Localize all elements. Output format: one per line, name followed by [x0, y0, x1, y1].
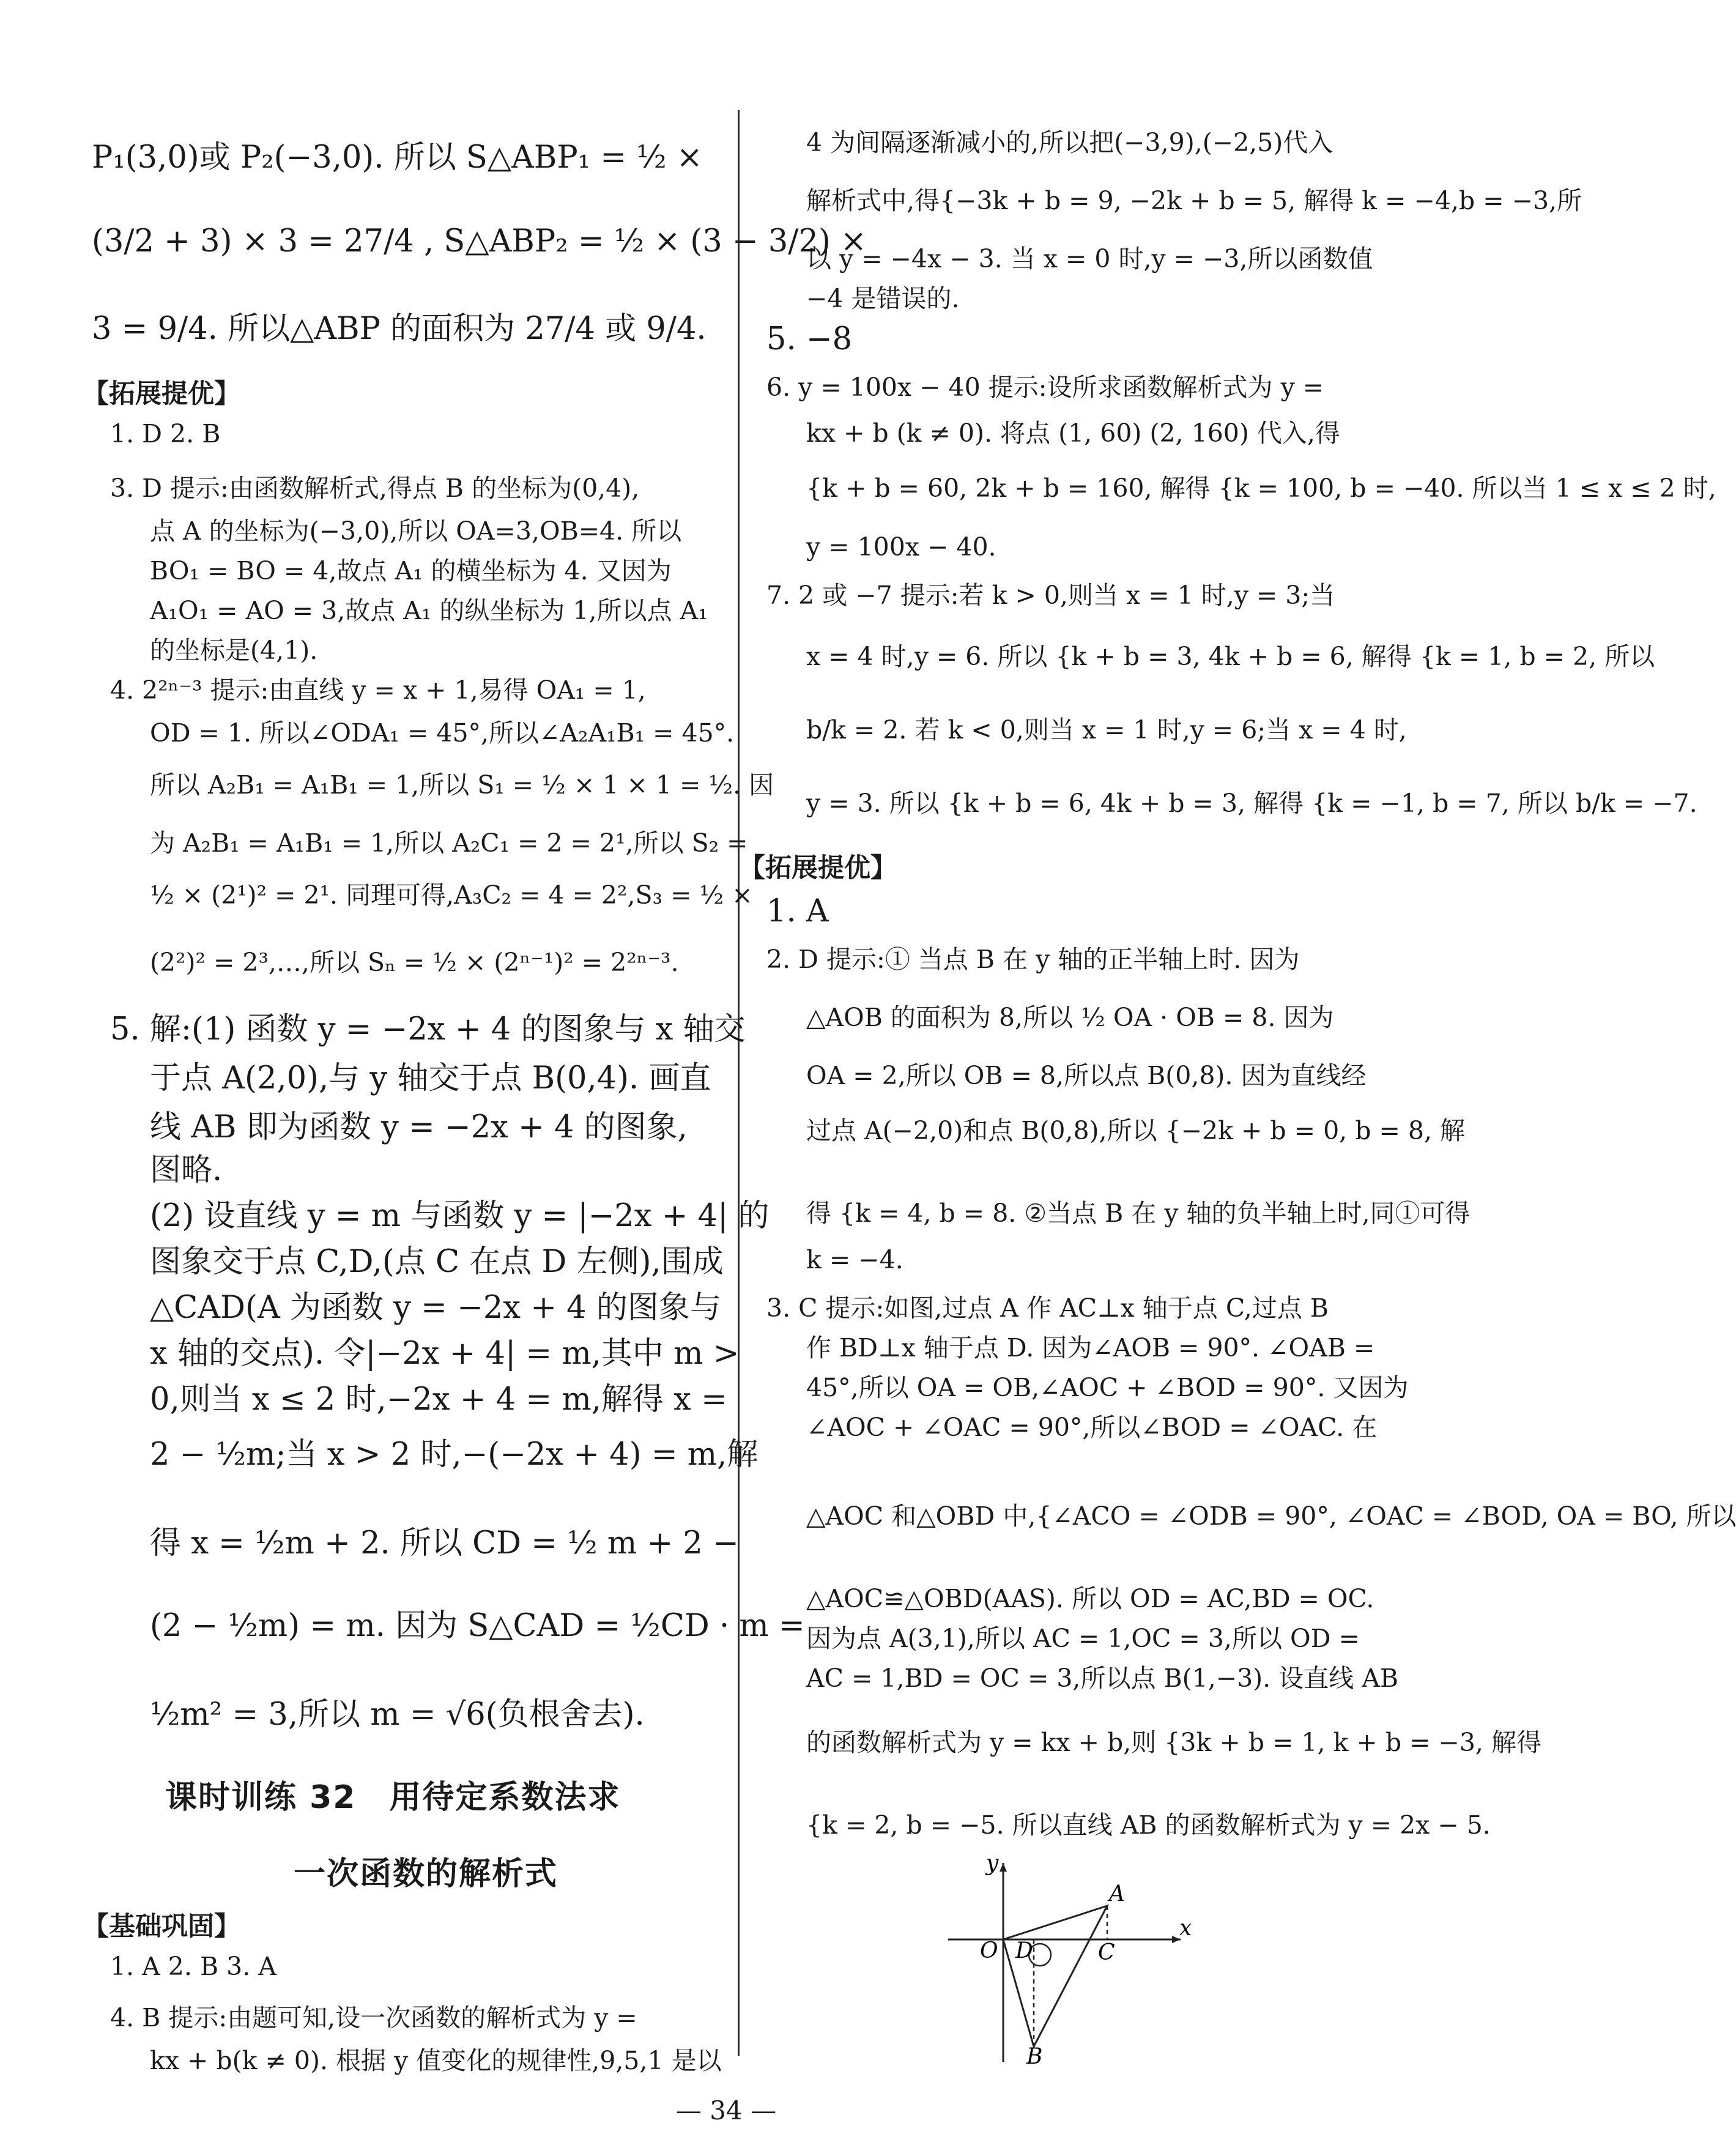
text-line: 图略. — [150, 1152, 223, 1188]
text-line: P₁(3,0)或 P₂(−3,0). 所以 S△ABP₁ = ½ × — [92, 139, 703, 176]
text-line: kx + b (k ≠ 0). 将点 (1, 60) (2, 160) 代入,得 — [806, 418, 1340, 448]
label-o: O — [980, 1938, 998, 1963]
column-divider — [738, 110, 740, 2056]
text-line: 45°,所以 OA = OB,∠AOC + ∠BOD = 90°. 又因为 — [806, 1373, 1409, 1402]
text-line: 的坐标是(4,1). — [150, 636, 318, 665]
text-line: 得 {k = 4, b = 8. ②当点 B 在 y 轴的负半轴上时,同①可得 — [806, 1199, 1471, 1228]
text-line: 3 = 9/4. 所以△ABP 的面积为 27/4 或 9/4. — [92, 311, 707, 347]
answer-item: 2. D 提示:① 当点 B 在 y 轴的正半轴上时. 因为 — [766, 945, 1300, 974]
text-line: 为 A₂B₁ = A₁B₁ = 1,所以 A₂C₁ = 2 = 2¹,所以 S₂ = — [150, 828, 748, 858]
text-line: 得 x = ½m + 2. 所以 CD = ½ m + 2 − — [150, 1525, 739, 1561]
answer-item: 3. C 提示:如图,过点 A 作 AC⊥x 轴于点 C,过点 B — [766, 1293, 1329, 1323]
answer-item: 1. A 2. B 3. A — [110, 1952, 276, 1981]
answer-item: 4. B 提示:由题可知,设一次函数的解析式为 y = — [110, 2003, 637, 2032]
text-line: 4 为间隔逐渐减小的,所以把(−3,9),(−2,5)代入 — [806, 128, 1334, 157]
triangle-aob — [1003, 1906, 1107, 2047]
label-d: D — [1015, 1938, 1033, 1963]
text-line: OD = 1. 所以∠ODA₁ = 45°,所以∠A₂A₁B₁ = 45°. — [150, 718, 735, 748]
text-line: ½m² = 3,所以 m = √6(负根舍去). — [150, 1697, 645, 1733]
text-line: y = 3. 所以 {k + b = 6, 4k + b = 3, 解得 {k = −1, b = 7, 所以 b/k = −7. — [806, 789, 1697, 818]
lesson-subtitle: 一次函数的解析式 — [294, 1856, 558, 1892]
text-line: −4 是错误的. — [806, 284, 960, 313]
text-line: 2 − ½m;当 x > 2 时,−(−2x + 4) = m,解 — [150, 1437, 759, 1473]
answer-item: 3. D 提示:由函数解析式,得点 B 的坐标为(0,4), — [110, 474, 640, 503]
answer-item: 5. 解:(1) 函数 y = −2x + 4 的图象与 x 轴交 — [110, 1011, 746, 1047]
section-heading: 【拓展提优】 — [83, 379, 240, 409]
text-line: (3/2 + 3) × 3 = 27/4 , S△ABP₂ = ½ × (3 − 3/2) × — [92, 223, 867, 259]
text-line: 0,则当 x ≤ 2 时,−2x + 4 = m,解得 x = — [150, 1381, 727, 1418]
text-line: 于点 A(2,0),与 y 轴交于点 B(0,4). 画直 — [150, 1060, 711, 1096]
text-line: △CAD(A 为函数 y = −2x + 4 的图象与 — [150, 1290, 721, 1326]
label-x: x — [1179, 1916, 1192, 1941]
text-line: (2²)² = 2³,…,所以 Sₙ = ½ × (2ⁿ⁻¹)² = 2²ⁿ⁻³. — [150, 948, 679, 977]
text-line: ½ × (2¹)² = 2¹. 同理可得,A₃C₂ = 4 = 2²,S₃ = ½ × — [150, 880, 753, 910]
text-line: (2 − ½m) = m. 因为 S△CAD = ½CD · m = — [150, 1608, 805, 1644]
text-line: 作 BD⊥x 轴于点 D. 因为∠AOB = 90°. ∠OAB = — [806, 1333, 1375, 1363]
answer-item: 4. 2²ⁿ⁻³ 提示:由直线 y = x + 1,易得 OA₁ = 1, — [110, 675, 646, 705]
answer-item: 5. −8 — [766, 321, 853, 357]
lesson-title: 课时训练 32 用待定系数法求 — [165, 1779, 621, 1816]
text-line: 图象交于点 C,D,(点 C 在点 D 左侧),围成 — [150, 1244, 724, 1280]
page-number: — 34 — — [675, 2095, 777, 2125]
text-line: (2) 设直线 y = m 与函数 y = |−2x + 4| 的 — [150, 1198, 770, 1234]
label-b: B — [1026, 2044, 1043, 2069]
text-line: ∠AOC + ∠OAC = 90°,所以∠BOD = ∠OAC. 在 — [806, 1413, 1378, 1442]
answer-item: 1. D 2. B — [110, 419, 221, 448]
y-axis-arrow — [1000, 1863, 1007, 1872]
text-line: 所以 A₂B₁ = A₁B₁ = 1,所以 S₁ = ½ × 1 × 1 = ½. 因 — [150, 770, 774, 800]
section-heading: 【基础巩固】 — [83, 1911, 240, 1942]
answer-item: 7. 2 或 −7 提示:若 k > 0,则当 x = 1 时,y = 3;当 — [766, 581, 1335, 610]
text-line: y = 100x − 40. — [806, 532, 996, 562]
text-line: BO₁ = BO = 4,故点 A₁ 的横坐标为 4. 又因为 — [150, 556, 672, 586]
text-line: 线 AB 即为函数 y = −2x + 4 的图象, — [150, 1109, 688, 1145]
text-line: 解析式中,得{−3k + b = 9, −2k + b = 5, 解得 k = −4,b = −3,所 — [806, 186, 1582, 215]
answer-item: 1. A — [766, 893, 829, 929]
text-line: AC = 1,BD = OC = 3,所以点 B(1,−3). 设直线 AB — [806, 1664, 1399, 1693]
text-line: 点 A 的坐标为(−3,0),所以 OA=3,OB=4. 所以 — [150, 516, 682, 546]
label-c: C — [1098, 1940, 1115, 1965]
answer-item: 6. y = 100x − 40 提示:设所求函数解析式为 y = — [766, 373, 1324, 402]
text-line: A₁O₁ = AO = 3,故点 A₁ 的纵坐标为 1,所以点 A₁ — [150, 596, 708, 625]
text-line: 以 y = −4x − 3. 当 x = 0 时,y = −3,所以函数值 — [806, 244, 1373, 273]
text-line: x 轴的交点). 令|−2x + 4| = m,其中 m > — [150, 1336, 740, 1372]
section-heading: 【拓展提优】 — [739, 853, 897, 883]
label-y: y — [986, 1851, 999, 1876]
text-line: x = 4 时,y = 6. 所以 {k + b = 3, 4k + b = 6, 解得 {k = 1, b = 2, 所以 — [806, 642, 1655, 671]
text-line: △AOC≌△OBD(AAS). 所以 OD = AC,BD = OC. — [806, 1584, 1374, 1613]
text-line: 的函数解析式为 y = kx + b,则 {3k + b = 1, k + b = −3, 解得 — [806, 1728, 1541, 1757]
text-line: k = −4. — [806, 1245, 903, 1274]
geometry-figure — [936, 1851, 1193, 2069]
text-line: {k + b = 60, 2k + b = 160, 解得 {k = 100, b = −40. 所以当 1 ≤ x ≤ 2 时, — [806, 474, 1716, 503]
text-line: △AOC 和△OBD 中,{∠ACO = ∠ODB = 90°, ∠OAC = ∠BOD, OA = BO, 所以 — [806, 1501, 1736, 1531]
text-line: OA = 2,所以 OB = 8,所以点 B(0,8). 因为直线经 — [806, 1061, 1367, 1090]
text-line: {k = 2, b = −5. 所以直线 AB 的函数解析式为 y = 2x − 5. — [806, 1810, 1491, 1840]
text-line: △AOB 的面积为 8,所以 ½ OA · OB = 8. 因为 — [806, 1003, 1334, 1032]
label-a: A — [1109, 1881, 1125, 1906]
text-line: 因为点 A(3,1),所以 AC = 1,OC = 3,所以 OD = — [806, 1624, 1360, 1653]
text-line: 过点 A(−2,0)和点 B(0,8),所以 {−2k + b = 0, b = 8, 解 — [806, 1116, 1466, 1145]
text-line: b/k = 2. 若 k < 0,则当 x = 1 时,y = 6;当 x = 4 时, — [806, 715, 1407, 745]
text-line: kx + b(k ≠ 0). 根据 y 值变化的规律性,9,5,1 是以 — [150, 2046, 722, 2075]
